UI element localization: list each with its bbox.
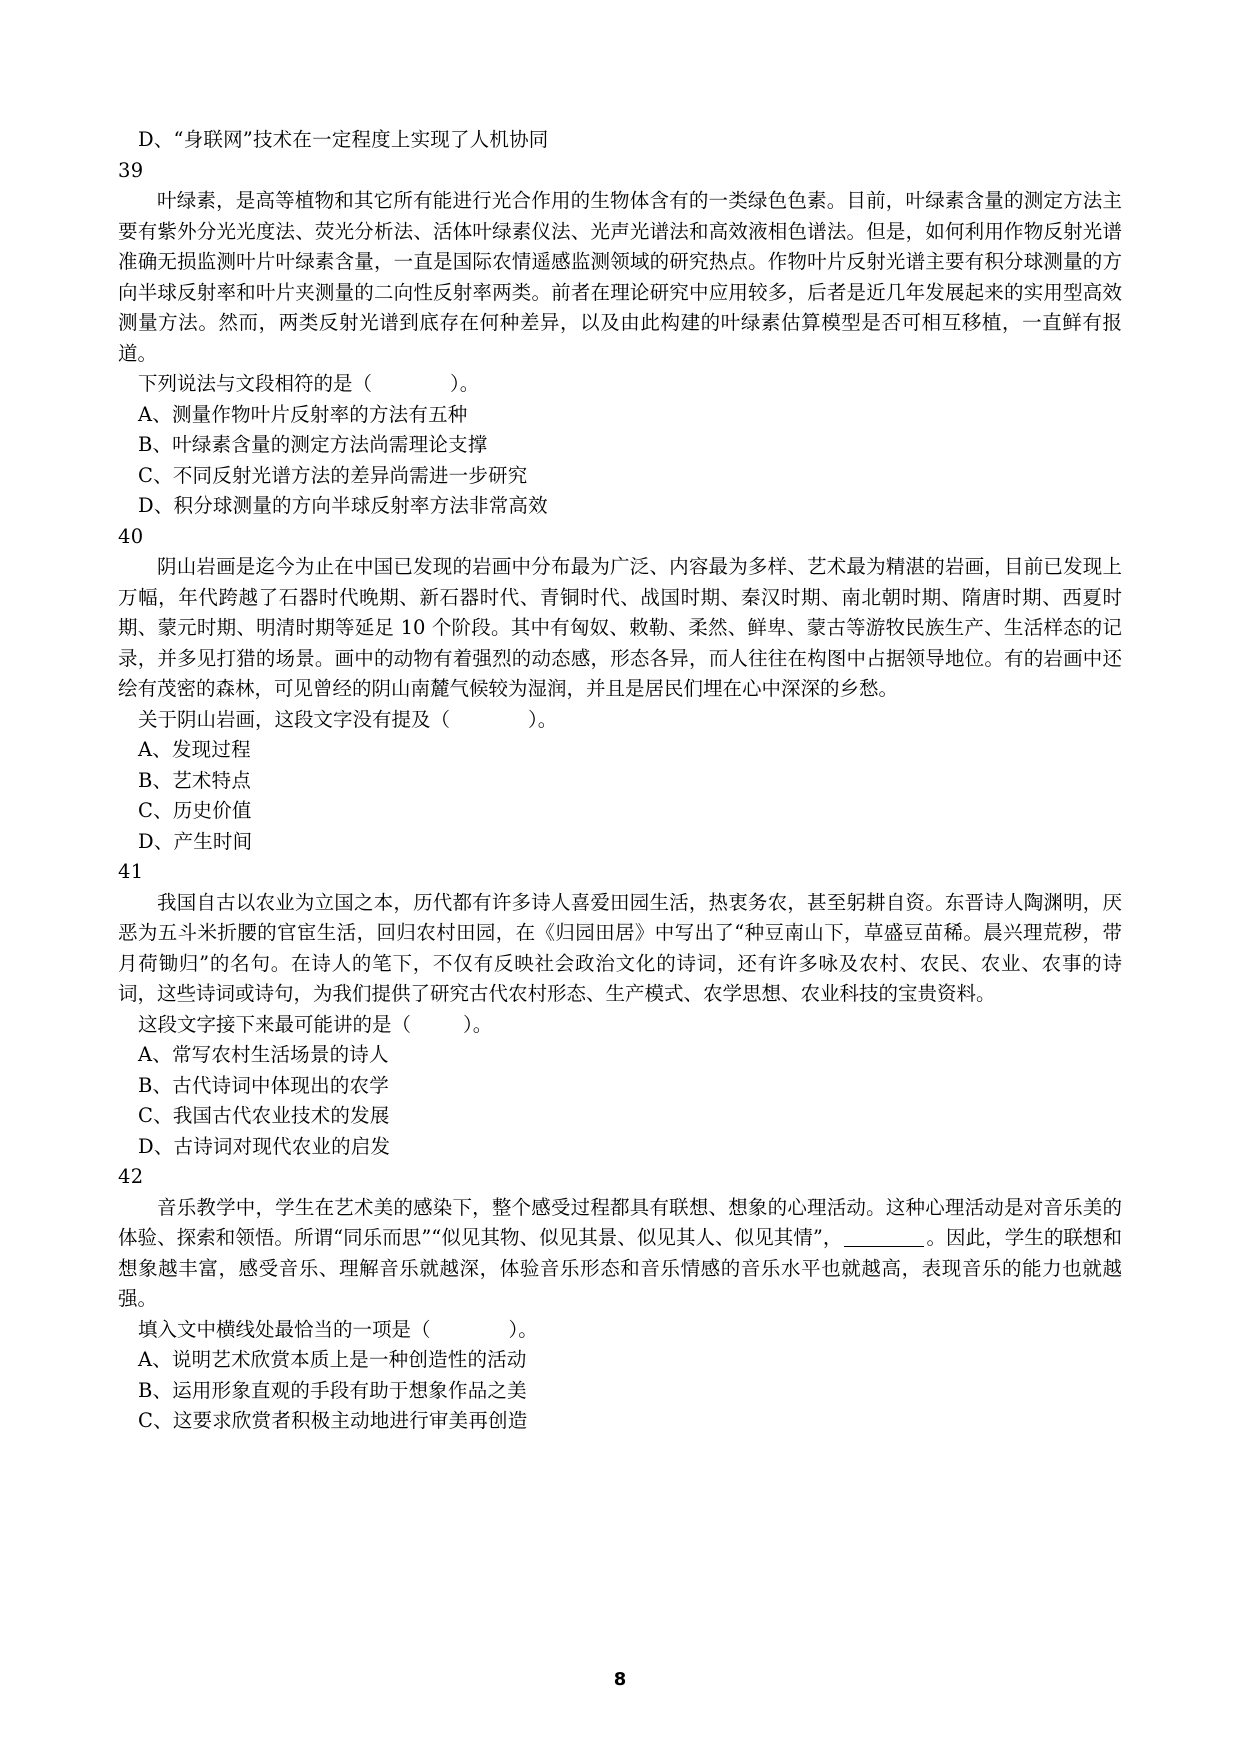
option-41-c: C、我国古代农业技术的发展: [138, 1104, 390, 1127]
fill-in-blank: [844, 1246, 924, 1247]
passage-42-part2: 。因此，学生的联想和想象越丰富，感受音乐、理解音乐就越深，体验音乐形态和音乐情感的音乐水平也就越高，表现音乐的能力也就越强。: [118, 1226, 1122, 1310]
option-41-a: A、常写农村生活场景的诗人: [138, 1043, 389, 1066]
question-stem-39: [118, 369, 1122, 400]
passage-41: 我国自古以农业为立国之本，历代都有许多诗人喜爱田园生活，热衷务农，甚至躬耕自资。东晋诗人陶渊明，厌恶为五斗米折腰的官宦生活，回归农村田园，在《归园田居》中写出了“种豆南山下，草盛豆苗稀。晨兴理荒秽，带月荷锄归”的名句。在诗人的笔下，不仅有反映社会政治文化的诗词，还有许多咏及农村、农民、农业、农事的诗词，这些诗词或诗句，为我们提供了研究古代农村形态、生产模式、农学思想、农业科技的宝贵资料。: [118, 890, 1122, 1005]
option-41-d: D、古诗词对现代农业的启发: [138, 1134, 391, 1158]
stem-text-42: 填入文中横线处最恰当的一项是（: [138, 1317, 431, 1341]
option-39-b: B、叶绿素含量的测定方法尚需理论支撑: [138, 433, 488, 456]
option-39-a: A、测量作物叶片反射率的方法有五种: [138, 402, 468, 426]
passage-42: [118, 1193, 1122, 1315]
option-40-a: A、发现过程: [138, 738, 251, 761]
stem-text-41: 这段文字接下来最可能讲的是（: [138, 1012, 412, 1036]
question-number-41: 41: [118, 860, 144, 883]
option-39-c: C、不同反射光谱方法的差异尚需进一步研究: [138, 463, 528, 487]
stem-suffix-39: ）。: [450, 372, 480, 395]
question-number-42: 42: [118, 1165, 144, 1188]
option-42-b: B、运用形象直观的手段有助于想象作品之美: [138, 1378, 527, 1402]
option-40-b: B、艺术特点: [138, 768, 252, 792]
question-stem-40: [118, 705, 1122, 736]
document-body: [118, 125, 1122, 1437]
stem-text-39: 下列说法与文段相符的是（: [138, 372, 373, 395]
option-42-a: A、说明艺术欣赏本质上是一种创造性的活动: [138, 1348, 527, 1371]
option-39-d: D、积分球测量的方向半球反射率方法非常高效: [138, 494, 548, 517]
stem-suffix-40: ）。: [528, 707, 558, 731]
stem-suffix-41: ）。: [463, 1012, 493, 1036]
question-number-40: 40: [118, 524, 144, 548]
question-stem-41: [118, 1010, 1122, 1041]
option-40-c: C、历史价值: [138, 799, 252, 822]
option-42-c: C、这要求欣赏者积极主动地进行审美再创造: [138, 1409, 528, 1432]
question-number-39: 39: [118, 158, 144, 182]
truncated-option-d: D、“身联网”技术在一定程度上实现了人机协同: [138, 128, 549, 151]
option-41-b: B、古代诗词中体现出的农学: [138, 1073, 389, 1097]
stem-text-40: 关于阴山岩画，这段文字没有提及（: [138, 707, 451, 731]
page-number: 8: [613, 1669, 627, 1690]
passage-42-part1: 音乐教学中，学生在艺术美的感染下，整个感受过程都具有联想、想象的心理活动。这种心理活动是对音乐美的体验、探索和领悟。所谓“同乐而思”“似见其物、似见其景、似见其人、似见其情”，: [118, 1195, 1122, 1249]
stem-suffix-42: ）。: [508, 1317, 538, 1341]
passage-39: 叶绿素，是高等植物和其它所有能进行光合作用的生物体含有的一类绿色色素。目前，叶绿素含量的测定方法主要有紫外分光光度法、荧光分析法、活体叶绿素仪法、光声光谱法和高效液相色谱法。但是，如何利用作物反射光谱准确无损监测叶片叶绿素含量，一直是国际农情遥感监测领域的研究热点。作物叶片反射光谱主要有积分球测量的方向半球反射率和叶片夹测量的二向性反射率两类。前者在理论研究中应用较多，后者是近几年发展起来的实用型高效测量方法。然而，两类反射光谱到底存在何种差异，以及由此构建的叶绿素估算模型是否可相互移植，一直鲜有报道。: [118, 189, 1122, 365]
question-stem-42: [118, 1315, 1122, 1346]
passage-40: 阴山岩画是迄今为止在中国已发现的岩画中分布最为广泛、内容最为多样、艺术最为精湛的岩画，目前已发现上万幅，年代跨越了石器时代晚期、新石器时代、青铜时代、战国时期、秦汉时期、南北朝时期、隋唐时期、西夏时期、蒙元时期、明清时期等延足 10 个阶段。其中有匈奴、敕勒、柔然、鲜卑、蒙古等游牧民族生产、生活样态的记录，并多见打猎的场景。画中的动物有着强烈的动态感，形态各异，而人往往在构图中占据领导地位。有的岩画中还绘有茂密的森林，可见曾经的阴山南麓气候较为湿润，并且是居民们埋在心中深深的乡愁。: [118, 555, 1122, 700]
option-40-d: D、产生时间: [138, 829, 253, 853]
